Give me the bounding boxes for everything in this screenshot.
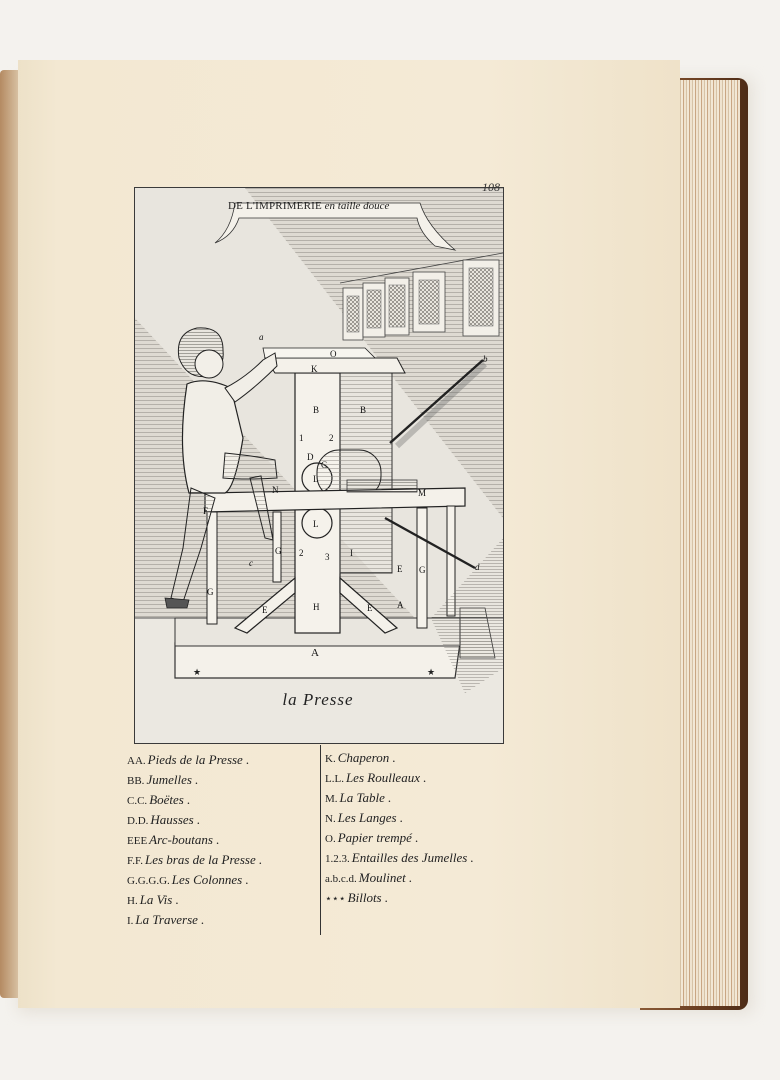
legend-item: N. Les Langes . xyxy=(325,810,404,825)
legend-item: G.G.G.G. Les Colonnes . xyxy=(127,872,249,887)
label-2-lower: 2 xyxy=(299,548,304,558)
legend-item: L.L. Les Roulleaux . xyxy=(325,770,427,785)
legend-item: AA. Pieds de la Presse . xyxy=(127,752,250,767)
legend-item: D.D. Hausses . xyxy=(127,812,201,827)
label-d: D xyxy=(307,452,314,462)
svg-text:★: ★ xyxy=(427,667,436,677)
label-a-right: A xyxy=(397,600,404,610)
plate-number: 108 xyxy=(482,180,500,194)
label-2: 2 xyxy=(329,433,334,443)
papier-trempe xyxy=(263,348,375,358)
label-moulinet-d: d xyxy=(475,562,480,572)
banner-title xyxy=(228,200,428,212)
label-a-base: A xyxy=(311,647,319,659)
label-m: M xyxy=(418,488,427,498)
legend-item: BB. Jumelles . xyxy=(127,772,199,787)
label-moulinet-c: c xyxy=(249,558,253,568)
label-moulinet-a: a xyxy=(259,332,264,342)
label-l-bottom: L xyxy=(313,519,319,529)
legend-item: EEE Arc-boutans . xyxy=(127,832,220,847)
legend-item: H. La Vis . xyxy=(127,892,179,907)
legend-item: K. Chaperon . xyxy=(325,750,396,765)
label-g-mid: G xyxy=(275,546,282,556)
label-i: I xyxy=(350,548,353,558)
label-b-side: B xyxy=(360,405,367,415)
label-f: F xyxy=(203,506,209,516)
banner-title-caps: DE L'IMPRIMERIE xyxy=(228,200,322,212)
legend-left-column xyxy=(127,750,322,930)
svg-text:★: ★ xyxy=(193,667,202,677)
label-l-top: L xyxy=(313,474,319,484)
plate-caption: la Presse xyxy=(282,690,354,709)
label-n: N xyxy=(272,485,279,495)
label-h: H xyxy=(313,602,320,612)
legend-item: F.F. Les bras de la Presse . xyxy=(127,852,263,867)
chaperon xyxy=(265,358,405,373)
label-k: K xyxy=(311,364,318,374)
label-e-back: E xyxy=(397,564,403,574)
label-e-right: E xyxy=(367,603,373,613)
engraving-plate xyxy=(134,187,504,744)
label-1: 1 xyxy=(299,433,304,443)
banner-title-rest: en taille douce xyxy=(324,200,390,212)
legend-item: O. Papier trempé . xyxy=(325,830,419,845)
label-3: 3 xyxy=(325,552,330,562)
legend-item: a.b.c.d. Moulinet . xyxy=(325,870,413,885)
printing-press-engraving xyxy=(135,188,503,743)
legend-item: 1.2.3. Entailles des Jumelles . xyxy=(325,850,474,865)
legend-item: M. La Table . xyxy=(325,790,392,805)
label-e-left: E xyxy=(262,605,268,615)
label-o: O xyxy=(330,349,337,359)
label-c: C xyxy=(321,460,328,470)
label-g-right: G xyxy=(419,565,426,575)
label-b-front: B xyxy=(313,405,320,415)
langes xyxy=(347,480,417,492)
legend-right-column xyxy=(325,748,525,908)
legend-item: C.C. Boëtes . xyxy=(127,792,191,807)
legend-item: I. La Traverse . xyxy=(127,912,205,927)
label-moulinet-b: b xyxy=(483,354,488,364)
label-g-left: G xyxy=(207,587,214,597)
legend-item: ⋆⋆⋆ Billots . xyxy=(325,890,389,905)
